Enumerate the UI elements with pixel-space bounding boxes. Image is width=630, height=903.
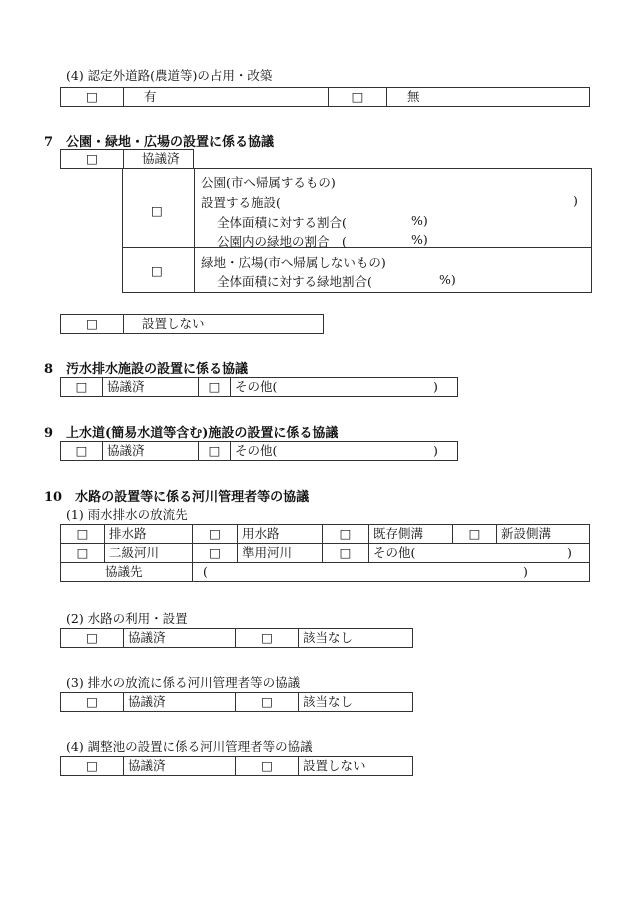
other-outlet-label: その他( [373,545,416,560]
checkbox-semi-river[interactable]: □ [193,544,238,563]
checkbox-sewage-other[interactable]: □ [199,378,231,397]
park-not-install-table [60,314,324,334]
section-10-4-title: (4) 調整池の設置に係る河川管理者等の協議 [66,739,313,754]
retention-not-label: 設置しない [299,757,413,776]
section-10-3-title: (3) 排水の放流に係る河川管理者等の協議 [66,675,301,690]
water-other-cell [231,442,458,461]
drain-label: 排水路 [105,525,193,544]
sewage-other-label: その他( [235,379,278,394]
discharge-table [60,692,413,712]
section-10-title: 10 水路の設置等に係る河川管理者等の協議 [44,490,310,505]
option-no: 無 [387,88,590,107]
other-outlet-close: ) [567,545,572,560]
checkbox-park-agreed[interactable]: □ [61,150,124,169]
checkbox-water-agreed[interactable]: □ [61,442,103,461]
park-facility-close: ) [573,193,578,208]
park-details-box [122,168,592,293]
other-outlet-cell [369,544,590,563]
checkbox-water-other[interactable]: □ [199,442,231,461]
checkbox-drain[interactable]: □ [61,525,105,544]
checkbox-sewage-agreed[interactable]: □ [61,378,103,397]
semi-river-label: 準用河川 [238,544,323,563]
checkbox-irrigation[interactable]: □ [193,525,238,544]
checkbox-park-not-install[interactable]: □ [61,315,124,334]
checkbox-park[interactable]: □ [151,203,163,218]
park-agreed-table [60,149,194,169]
checkbox-waterway-na[interactable]: □ [236,629,299,648]
checkbox-retention-agreed[interactable]: □ [61,757,124,776]
class2-river-label: 二級河川 [105,544,193,563]
discharge-agreed-label: 協議済 [124,693,236,712]
retention-table [60,756,413,776]
retention-agreed-label: 協議済 [124,757,236,776]
discharge-na-label: 該当なし [299,693,413,712]
section-7-title: 7 公園・緑地・広場の設置に係る協議 [44,135,275,150]
park-ratio-total-label: 全体面積に対する割合( [217,215,347,230]
section-4-title: (4) 認定外道路(農道等)の占用・改築 [66,68,273,83]
green-ratio-close: %) [439,272,456,287]
checkbox-discharge-na[interactable]: □ [236,693,299,712]
party-open: ( [203,564,208,579]
park-facility-label: 設置する施設( [201,195,281,210]
park-agreed-label: 協議済 [124,150,194,169]
checkbox-waterway-agreed[interactable]: □ [61,629,124,648]
sewage-other-close: ) [433,379,438,394]
sewage-agreed-label: 協議済 [103,378,199,397]
checkbox-other-outlet[interactable]: □ [323,544,369,563]
sewage-other-cell [231,378,458,397]
park-ratio-green-close: %) [411,232,428,247]
party-cell [193,563,590,582]
park-not-install-label: 設置しない [124,315,324,334]
section-8-title: 8 汚水排水施設の設置に係る協議 [44,362,249,377]
road-occupancy-table [60,87,590,107]
section-10-2-title: (2) 水路の利用・設置 [66,611,188,626]
waterway-table [60,628,413,648]
checkbox-no[interactable]: □ [329,88,387,107]
checkbox-yes[interactable]: □ [61,88,124,107]
checkbox-class2-river[interactable]: □ [61,544,105,563]
section-10-1-title: (1) 雨水排水の放流先 [66,507,188,522]
checkbox-existing-ditch[interactable]: □ [323,525,369,544]
park-ratio-green-label: 公園内の緑地の割合 ( [217,234,347,249]
existing-ditch-label: 既存側溝 [369,525,453,544]
waterway-agreed-label: 協議済 [124,629,236,648]
option-yes: 有 [124,88,329,107]
green-ratio-label: 全体面積に対する緑地割合( [217,274,372,289]
checkbox-discharge-agreed[interactable]: □ [61,693,124,712]
park-ratio-total-close: %) [411,213,428,228]
waterway-na-label: 該当なし [299,629,413,648]
sewage-table [60,377,458,397]
water-table [60,441,458,461]
checkbox-retention-not[interactable]: □ [236,757,299,776]
party-close: ) [523,564,528,579]
checkbox-new-ditch[interactable]: □ [453,525,497,544]
party-label: 協議先 [61,563,193,582]
water-other-label: その他( [235,443,278,458]
checkbox-green[interactable]: □ [151,263,163,278]
irrigation-label: 用水路 [238,525,323,544]
water-other-close: ) [433,443,438,458]
new-ditch-label: 新設側溝 [497,525,590,544]
green-title: 緑地・広場(市へ帰属しないもの) [201,255,386,270]
park-title: 公園(市へ帰属するもの) [201,175,336,190]
section-9-title: 9 上水道(簡易水道等含む)施設の設置に係る協議 [44,426,339,441]
water-agreed-label: 協議済 [103,442,199,461]
stormwater-table [60,524,590,582]
